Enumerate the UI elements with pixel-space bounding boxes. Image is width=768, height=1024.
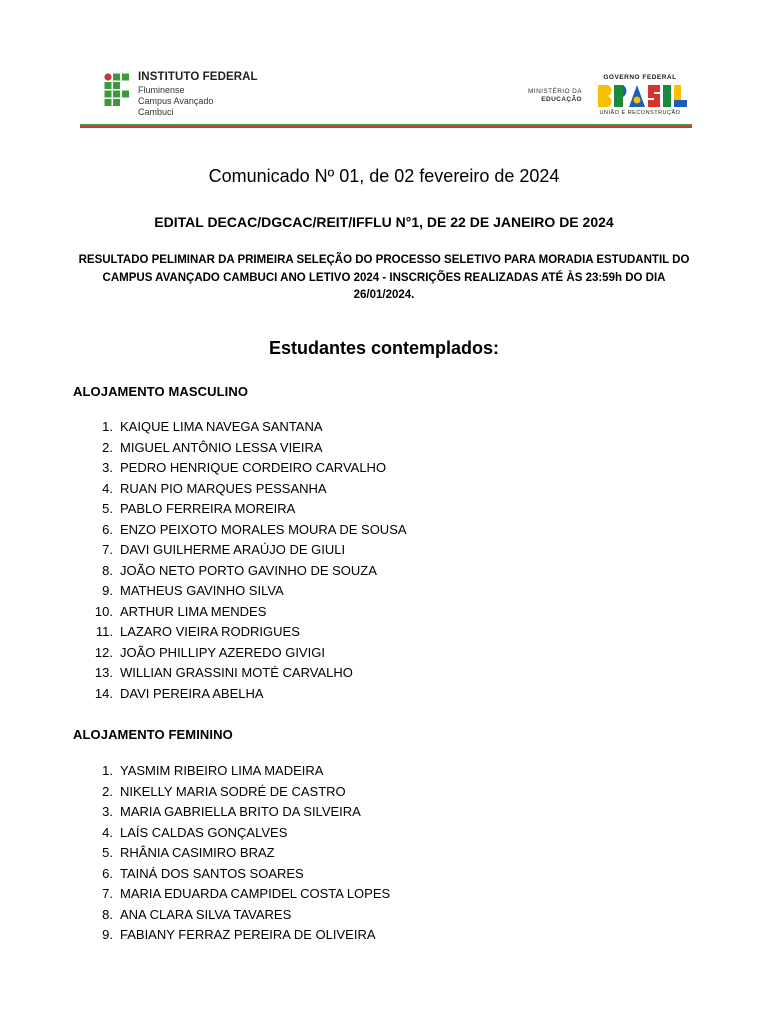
student-name: FABIANY FERRAZ PEREIRA DE OLIVEIRA <box>120 927 376 942</box>
student-name: PABLO FERREIRA MOREIRA <box>120 501 296 516</box>
student-name: MATHEUS GAVINHO SILVA <box>120 583 284 598</box>
list-item-number: 8. <box>102 906 113 922</box>
student-name: PEDRO HENRIQUE CORDEIRO CARVALHO <box>120 460 387 475</box>
ministry-line-2: EDUCAÇÃO <box>541 96 582 103</box>
list-item-number: 1. <box>102 763 113 778</box>
student-name: ARTHUR LIMA MENDES <box>120 603 267 619</box>
student-name: KAIQUE LIMA NAVEGA SANTANA <box>120 419 323 434</box>
student-name: LAZARO VIEIRA RODRIGUES <box>120 624 300 639</box>
student-name: LAÍS CALDAS GONÇALVES <box>120 824 288 840</box>
gov-bottom-text: UNIÃO E RECONSTRUÇÃO <box>599 110 681 116</box>
male-section-label: ALOJAMENTO MASCULINO <box>73 384 249 399</box>
list-item-number: 6. <box>102 865 113 881</box>
list-item-number: 9. <box>102 583 113 598</box>
list-item-number: 3. <box>102 804 113 819</box>
result-line-1: RESULTADO PELIMINAR DA PRIMEIRA SELEÇÃO DO PROCESSO SELETIVO PARA MORADIA ESTUDANTIL DO <box>78 254 690 266</box>
institute-line-city: Cambuci <box>138 106 174 117</box>
letterhead <box>80 68 692 122</box>
list-item-number: 11. <box>95 624 113 639</box>
student-name: JOÃO NETO PORTO GAVINHO DE SOUZA <box>120 562 377 578</box>
list-item-number: 10. <box>94 603 113 619</box>
list-item-number: 14. <box>94 685 113 701</box>
list-item-number: 1. <box>102 419 113 434</box>
list-item-number: 5. <box>102 501 113 516</box>
student-name: RHÂNIA CASIMIRO BRAZ <box>120 845 275 860</box>
result-line-3: 26/01/2024. <box>353 289 415 301</box>
institute-line-fluminense: Fluminense <box>138 84 185 95</box>
student-name: MARIA EDUARDA CAMPIDEL COSTA LOPES <box>120 886 391 901</box>
student-name: YASMIM RIBEIRO LIMA MADEIRA <box>120 763 324 778</box>
student-name: TAINÁ DOS SANTOS SOARES <box>120 865 304 881</box>
result-description <box>60 252 708 305</box>
list-item-number: 8. <box>102 562 113 578</box>
list-item-number: 7. <box>102 542 113 557</box>
list-item-number: 2. <box>102 439 113 455</box>
edital-heading: EDITAL DECAC/DGCAC/REIT/IFFLU N°1, DE 22 DE JANEIRO DE 2024 <box>154 214 614 230</box>
student-name: ANA CLARA SILVA TAVARES <box>120 906 292 922</box>
ministry-label <box>522 88 582 104</box>
list-item-number: 3. <box>102 460 113 475</box>
list-item-number: 7. <box>102 886 113 901</box>
list-item-number: 6. <box>102 521 113 537</box>
list-item-number: 4. <box>102 824 113 840</box>
students-heading: Estudantes contemplados: <box>268 338 500 358</box>
header-divider <box>80 124 692 128</box>
instituto-federal-logo-icon <box>104 73 134 107</box>
list-item-number: 2. <box>102 783 113 799</box>
gov-top-text: GOVERNO FEDERAL <box>603 74 677 81</box>
brasil-wordmark-icon <box>596 83 688 109</box>
document-title: Comunicado Nº 01, de 02 fevereiro de 2024 <box>208 166 560 186</box>
student-name: NIKELLY MARIA SODRÉ DE CASTRO <box>120 783 346 799</box>
result-line-2: CAMPUS AVANÇADO CAMBUCI ANO LETIVO 2024 - INSCRIÇÕES REALIZADAS ATÉ ÀS 23:59h DO DIA <box>102 271 666 284</box>
ministry-line-1: MINISTÉRIO DA <box>528 88 582 95</box>
student-name: WILLIAN GRASSINI MOTÉ CARVALHO <box>120 665 353 680</box>
list-item-number: 5. <box>102 845 113 860</box>
student-name: MARIA GABRIELLA BRITO DA SILVEIRA <box>120 804 361 819</box>
female-section-label: ALOJAMENTO FEMININO <box>73 727 233 742</box>
institute-title: INSTITUTO FEDERAL <box>138 71 258 83</box>
list-item-number: 12. <box>94 644 113 660</box>
student-name: MIGUEL ANTÔNIO LESSA VIEIRA <box>120 439 323 455</box>
list-item-number: 13. <box>94 665 113 680</box>
governo-federal-logo <box>592 74 692 122</box>
institute-name-block <box>138 72 258 117</box>
student-name: ENZO PEIXOTO MORALES MOURA DE SOUSA <box>120 521 407 537</box>
student-name: DAVI PEREIRA ABELHA <box>120 685 264 701</box>
list-item-number: 4. <box>102 480 113 496</box>
student-name: RUAN PIO MARQUES PESSANHA <box>120 480 327 496</box>
list-item-number: 9. <box>102 927 113 942</box>
student-name: JOÃO PHILLIPY AZEREDO GIVIGI <box>120 644 325 660</box>
student-name: DAVI GUILHERME ARAÚJO DE GIULI <box>120 542 346 557</box>
institute-line-campus: Campus Avançado <box>138 95 214 106</box>
